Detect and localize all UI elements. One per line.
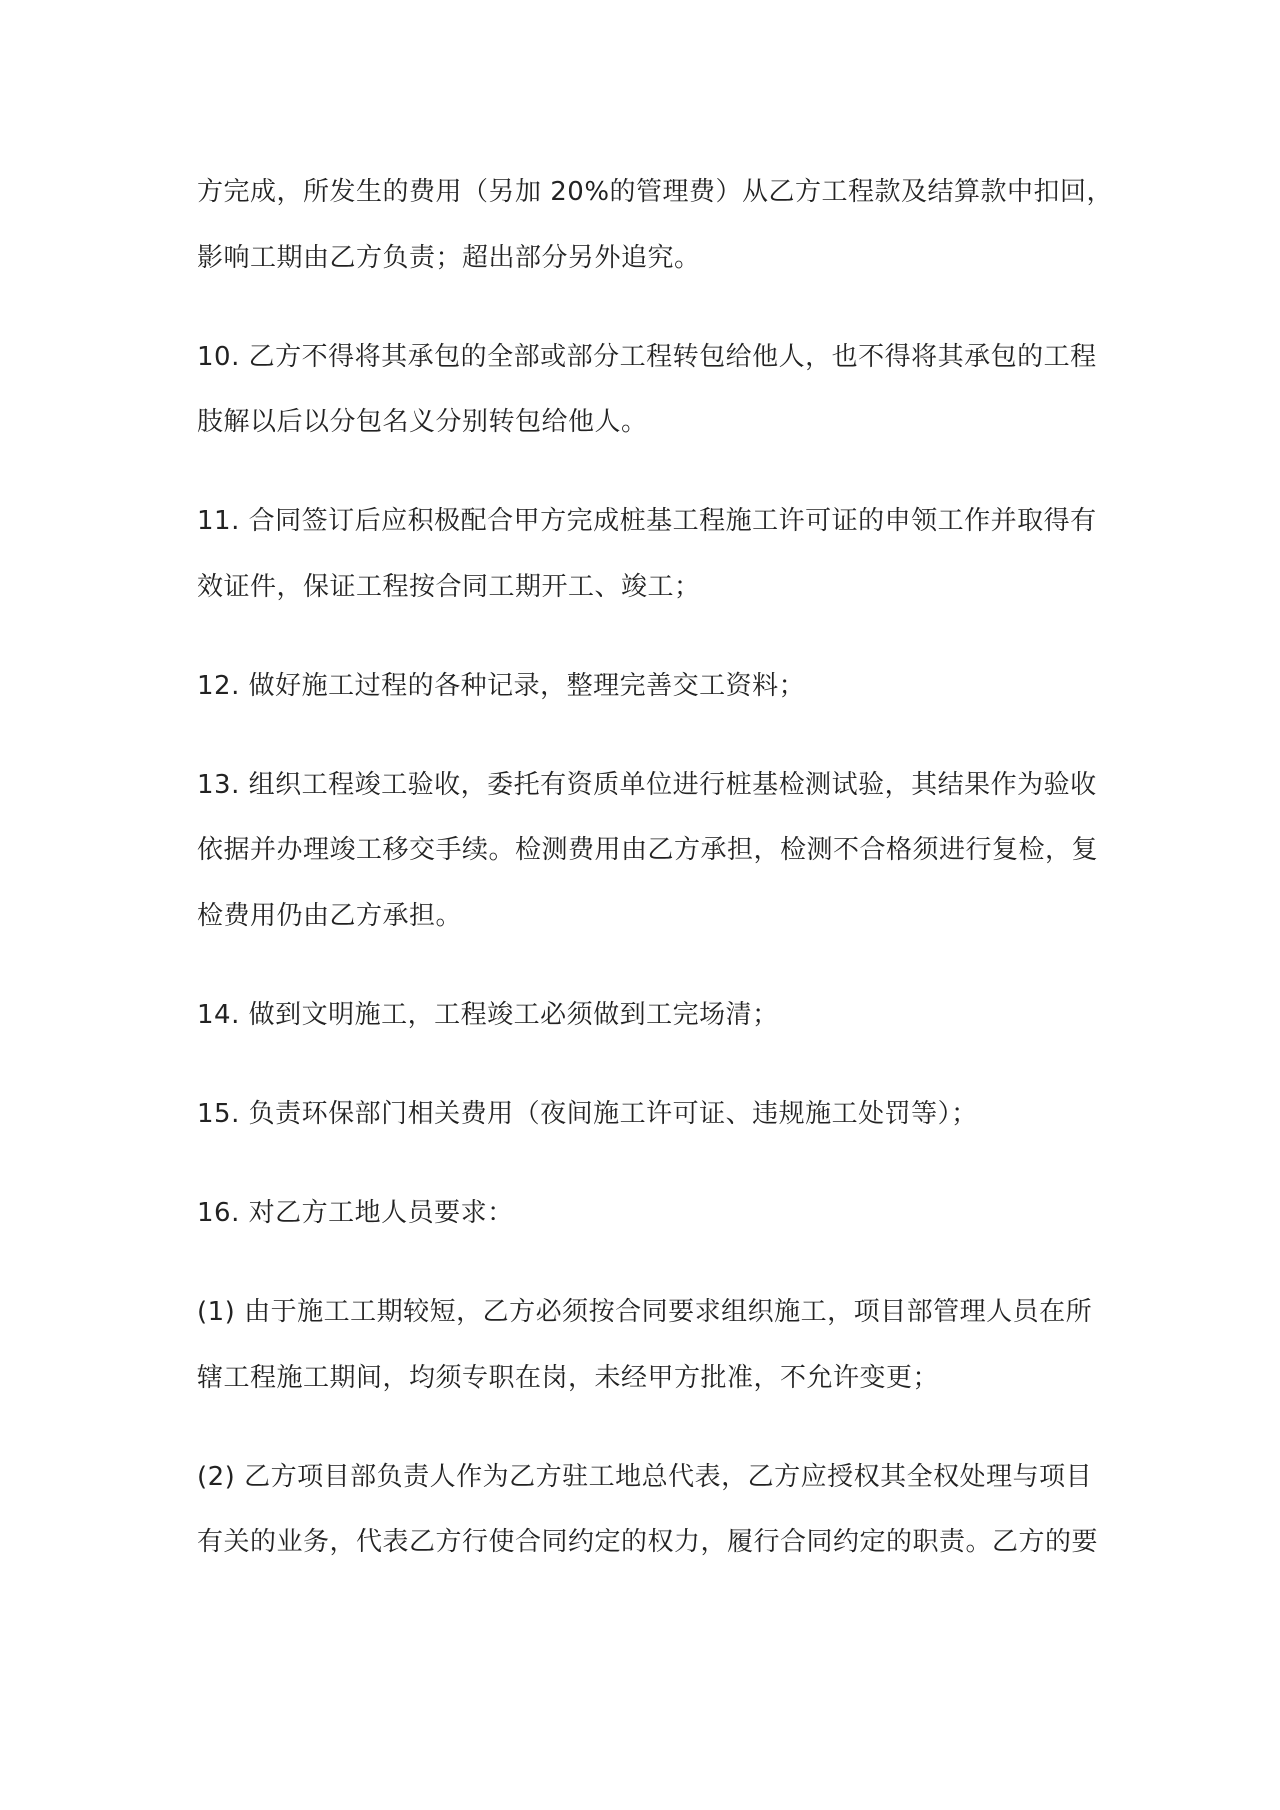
clause-11-line: 11. 合同签订后应积极配合甲方完成桩基工程施工许可证的申领工作并取得有 xyxy=(197,506,1097,536)
clause-16-line: 16. 对乙方工地人员要求： xyxy=(197,1198,514,1228)
clause-10-line: 肢解以后以分包名义分别转包给他人。 xyxy=(197,407,648,437)
sub-clause-2-line: (2) 乙方项目部负责人作为乙方驻工地总代表，乙方应授权其全权处理与项目 xyxy=(197,1462,1093,1492)
clause-10-line: 10. 乙方不得将其承包的全部或部分工程转包给他人，也不得将其承包的工程 xyxy=(197,342,1097,372)
sub-clause-1-line: 辖工程施工期间，均须专职在岗，未经甲方批准，不允许变更； xyxy=(197,1363,940,1393)
clause-13-line: 13. 组织工程竣工验收，委托有资质单位进行桩基检测试验，其结果作为验收 xyxy=(197,770,1097,800)
paragraph-line: 影响工期由乙方负责；超出部分另外追究。 xyxy=(197,243,701,273)
sub-clause-1-line: (1) 由于施工工期较短，乙方必须按合同要求组织施工，项目部管理人员在所 xyxy=(197,1297,1093,1327)
clause-15-line: 15. 负责环保部门相关费用（夜间施工许可证、违规施工处罚等）； xyxy=(197,1099,978,1129)
paragraph-line: 方完成，所发生的费用（另加 20%的管理费）从乙方工程款及结算款中扣回， xyxy=(197,177,1114,207)
clause-13-line: 依据并办理竣工移交手续。检测费用由乙方承担，检测不合格须进行复检，复 xyxy=(197,835,1099,865)
sub-clause-2-line: 有关的业务，代表乙方行使合同约定的权力，履行合同约定的职责。乙方的要 xyxy=(197,1527,1099,1557)
clause-14-line: 14. 做到文明施工，工程竣工必须做到工完场清； xyxy=(197,1000,779,1030)
clause-13-line: 检费用仍由乙方承担。 xyxy=(197,901,463,931)
clause-12-line: 12. 做好施工过程的各种记录，整理完善交工资料； xyxy=(197,671,806,701)
clause-11-line: 效证件，保证工程按合同工期开工、竣工； xyxy=(197,572,701,602)
